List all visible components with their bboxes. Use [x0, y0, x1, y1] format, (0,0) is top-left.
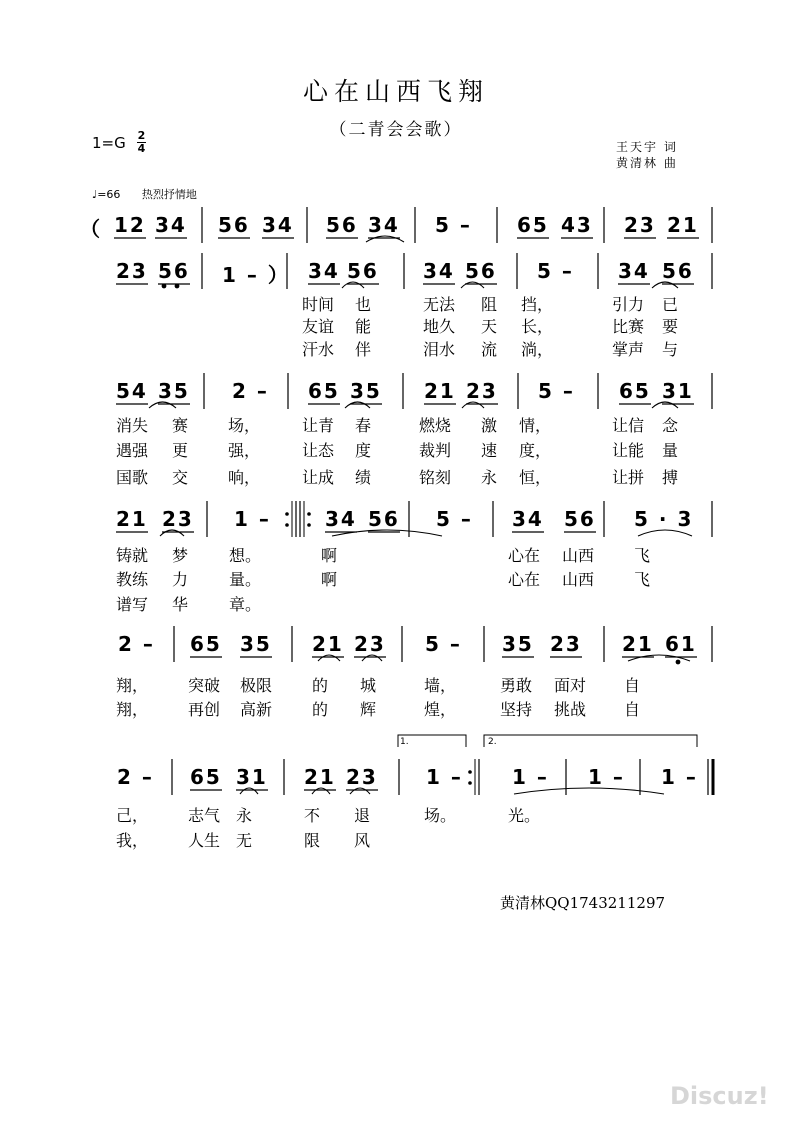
lyric-word: 度，: [519, 441, 552, 460]
note-group: 23: [624, 213, 656, 237]
note-group: 34: [262, 213, 294, 237]
lyric-word: 人生: [188, 831, 221, 850]
key-signature: 1=G: [92, 134, 126, 152]
lyric-word: 志气: [188, 806, 221, 825]
note-group: 5 · 3: [634, 507, 694, 531]
tempo-value: ♩=66: [92, 188, 121, 201]
note-group: 5 –: [425, 632, 462, 656]
note-group: 2 –: [117, 765, 154, 789]
lyric-word: 高新: [240, 700, 273, 719]
note-group: 23: [346, 765, 378, 789]
lyric-word: 也: [355, 295, 372, 314]
lyric-word: 心在: [508, 570, 541, 589]
lyric-word: 谱写: [116, 595, 149, 614]
note-group: 35: [240, 632, 272, 656]
lyric-word: 坚持: [500, 700, 533, 719]
note-group: 5 –: [435, 213, 472, 237]
watermark: Discuz!: [670, 1082, 769, 1110]
meter-top: 2: [137, 129, 146, 142]
lyric-word: 我，: [116, 831, 149, 850]
note-group: 21: [312, 632, 344, 656]
note-group: 65: [619, 379, 651, 403]
note-group: 5 –: [538, 379, 575, 403]
lyric-word: 泪水: [423, 340, 456, 359]
note-group: 1 –: [426, 765, 463, 789]
lyric-word: 遇强: [116, 441, 149, 460]
note-group: 2 –: [232, 379, 269, 403]
note-group: 56: [218, 213, 250, 237]
lyric-word: 让能: [612, 441, 645, 460]
meter-bottom: 4: [137, 142, 146, 155]
lyric-word: 春: [355, 416, 372, 435]
lyric-word: 啊: [321, 570, 338, 589]
lyric-word: 限: [304, 831, 321, 850]
lyric-word: 永: [236, 806, 253, 825]
lyric-word: 能: [355, 317, 372, 336]
lyric-word: 煌，: [424, 700, 457, 719]
note-group: 1 –: [661, 765, 698, 789]
note-group: 56: [564, 507, 596, 531]
repeat-dot: [307, 512, 311, 516]
lyric-word: 地久: [423, 317, 456, 336]
lyric-word: 友谊: [302, 317, 335, 336]
note-group: 65: [190, 632, 222, 656]
note-group: 35: [350, 379, 382, 403]
lyric-word: 极限: [240, 676, 273, 695]
note-group: 1 –: [234, 507, 271, 531]
note-group: 23: [550, 632, 582, 656]
lyric-word: 挡，: [521, 295, 554, 314]
song-subtitle: （二青会会歌）: [329, 120, 463, 140]
lyric-word: 恒，: [519, 468, 552, 487]
lyric-word: 裁判: [419, 441, 452, 460]
lyric-word: 突破: [188, 676, 221, 695]
note-group: 65: [517, 213, 549, 237]
lyric-word: 长，: [521, 317, 554, 336]
note-group: 23: [116, 259, 148, 283]
volta-label-2: 2.: [488, 737, 497, 747]
lyric-word: 让成: [302, 468, 335, 487]
note-group: 21: [622, 632, 654, 656]
note-group: 34: [618, 259, 650, 283]
octave-dot: [162, 284, 167, 289]
lyric-word: 自: [624, 676, 641, 695]
volta-bracket-2: [484, 735, 697, 747]
note-group: 35: [502, 632, 534, 656]
note-group: 23: [162, 507, 194, 531]
lyric-word: 绩: [355, 468, 372, 487]
lyric-word: 啊: [321, 546, 338, 565]
note-group: 56: [347, 259, 379, 283]
volta-label-1: 1.: [400, 737, 409, 747]
note-group: 21: [667, 213, 699, 237]
lyric-word: 交: [172, 468, 189, 487]
lyric-word: 比赛: [612, 317, 645, 336]
note-group: 34: [155, 213, 187, 237]
lyric-word: 不: [304, 806, 321, 825]
repeat-dot: [468, 781, 472, 785]
note-group: 23: [466, 379, 498, 403]
note-group: 34: [512, 507, 544, 531]
lyric-word: 量。: [229, 570, 262, 589]
lyric-word: 己，: [116, 806, 149, 825]
composer-credit: 黄清林 曲: [616, 156, 678, 170]
lyricist-credit: 王天宇 词: [616, 140, 678, 154]
lyric-word: 再创: [188, 700, 221, 719]
lyric-word: 更: [172, 441, 189, 460]
lyric-word: 挑战: [554, 700, 587, 719]
lyric-word: 流: [481, 340, 498, 359]
lyric-word: 风: [354, 831, 371, 850]
note-group: 1 – ）: [222, 263, 290, 287]
lyric-word: 赛: [172, 416, 189, 435]
lyric-word: 勇敢: [500, 676, 533, 695]
note-group: 34: [325, 507, 357, 531]
note-group: 1 –: [588, 765, 625, 789]
lyric-word: 伴: [355, 340, 372, 359]
lyric-word: 让信: [612, 416, 645, 435]
lyric-word: 阻: [481, 295, 498, 314]
note-group: 56: [326, 213, 358, 237]
lyric-word: 翔，: [116, 676, 149, 695]
lyric-word: 场。: [424, 806, 457, 825]
lyric-word: 激: [481, 416, 498, 435]
lyric-word: 念: [662, 416, 679, 435]
lyric-word: 度: [355, 441, 372, 460]
lyric-word: 引力: [612, 295, 645, 314]
expression-marking: 热烈抒情地: [141, 188, 197, 201]
lyric-word: 与: [662, 340, 679, 359]
note-group: 21: [304, 765, 336, 789]
lyric-word: 城: [360, 676, 377, 695]
note-group: 23: [354, 632, 386, 656]
lyric-word: 山西: [562, 546, 595, 565]
note-group: 34: [308, 259, 340, 283]
note-group: 56: [465, 259, 497, 283]
lyric-word: 量: [662, 441, 679, 460]
lyric-word: 让青: [302, 416, 335, 435]
lyric-word: 章。: [229, 595, 262, 614]
note-group: 54: [116, 379, 148, 403]
repeat-dot: [285, 512, 289, 516]
note-group: 43: [561, 213, 593, 237]
song-title: 心在山西飞翔: [302, 77, 489, 106]
note-group: 21: [424, 379, 456, 403]
note-group: 5 –: [436, 507, 473, 531]
lyric-word: 退: [354, 806, 371, 825]
lyric-word: 天: [481, 317, 498, 336]
lyric-word: 心在: [508, 546, 541, 565]
repeat-dot: [468, 770, 472, 774]
lyric-word: 无法: [423, 295, 456, 314]
lyric-word: 翔，: [116, 700, 149, 719]
note-group: 21: [116, 507, 148, 531]
note-group: 65: [190, 765, 222, 789]
lyric-word: 华: [172, 595, 189, 614]
octave-dot: [676, 660, 681, 665]
note-group: 56: [368, 507, 400, 531]
note-group: 31: [236, 765, 268, 789]
lyric-word: 面对: [554, 676, 587, 695]
note-group: 61: [665, 632, 697, 656]
lyric-word: 场，: [228, 416, 261, 435]
lyric-word: 响，: [228, 468, 261, 487]
lyric-word: 力: [172, 570, 189, 589]
lyric-word: 想。: [229, 546, 262, 565]
lyric-word: 辉: [360, 700, 377, 719]
note-group: 1 –: [512, 765, 549, 789]
lyric-word: 墙，: [424, 676, 457, 695]
lyric-word: 教练: [116, 570, 149, 589]
lyric-word: 掌声: [612, 340, 645, 359]
lyric-word: 山西: [562, 570, 595, 589]
lyric-word: 的: [312, 700, 329, 719]
lyric-word: 搏: [662, 468, 679, 487]
lyric-word: 淌，: [521, 340, 554, 359]
note-group: 12: [114, 213, 146, 237]
note-group: 34: [368, 213, 400, 237]
lyric-word: 梦: [172, 546, 189, 565]
note-group: 65: [308, 379, 340, 403]
lyric-word: 的: [312, 676, 329, 695]
lyric-word: 铸就: [116, 546, 149, 565]
lyric-word: 铭刻: [419, 468, 452, 487]
lyric-word: 强，: [228, 441, 261, 460]
repeat-dot: [307, 523, 311, 527]
lyric-word: 让态: [302, 441, 335, 460]
lyric-word: 国歌: [116, 468, 149, 487]
lyric-word: 时间: [302, 295, 335, 314]
lyric-word: 飞: [634, 546, 651, 565]
lyric-word: 汗水: [302, 340, 335, 359]
repeat-dot: [285, 523, 289, 527]
lyric-word: 消失: [116, 416, 149, 435]
lyric-word: 自: [624, 700, 641, 719]
lyric-word: 速: [481, 441, 498, 460]
octave-dot: [175, 284, 180, 289]
note-group: 35: [158, 379, 190, 403]
note-group: 2 –: [118, 632, 155, 656]
lyric-word: 飞: [634, 570, 651, 589]
note-group: （: [80, 217, 102, 241]
note-group: 56: [158, 259, 190, 283]
lyric-word: 光。: [508, 806, 541, 825]
note-group: 5 –: [537, 259, 574, 283]
lyric-word: 永: [481, 468, 498, 487]
note-group: 34: [423, 259, 455, 283]
lyric-word: 无: [236, 831, 253, 850]
lyric-word: 要: [662, 317, 679, 336]
note-group: 31: [662, 379, 694, 403]
lyric-word: 让拼: [612, 468, 645, 487]
arranger-signature: 黄清林QQ1743211297: [500, 894, 666, 912]
lyric-word: 情，: [519, 416, 552, 435]
lyric-word: 燃烧: [419, 416, 452, 435]
note-group: 56: [662, 259, 694, 283]
lyric-word: 已: [662, 295, 679, 314]
